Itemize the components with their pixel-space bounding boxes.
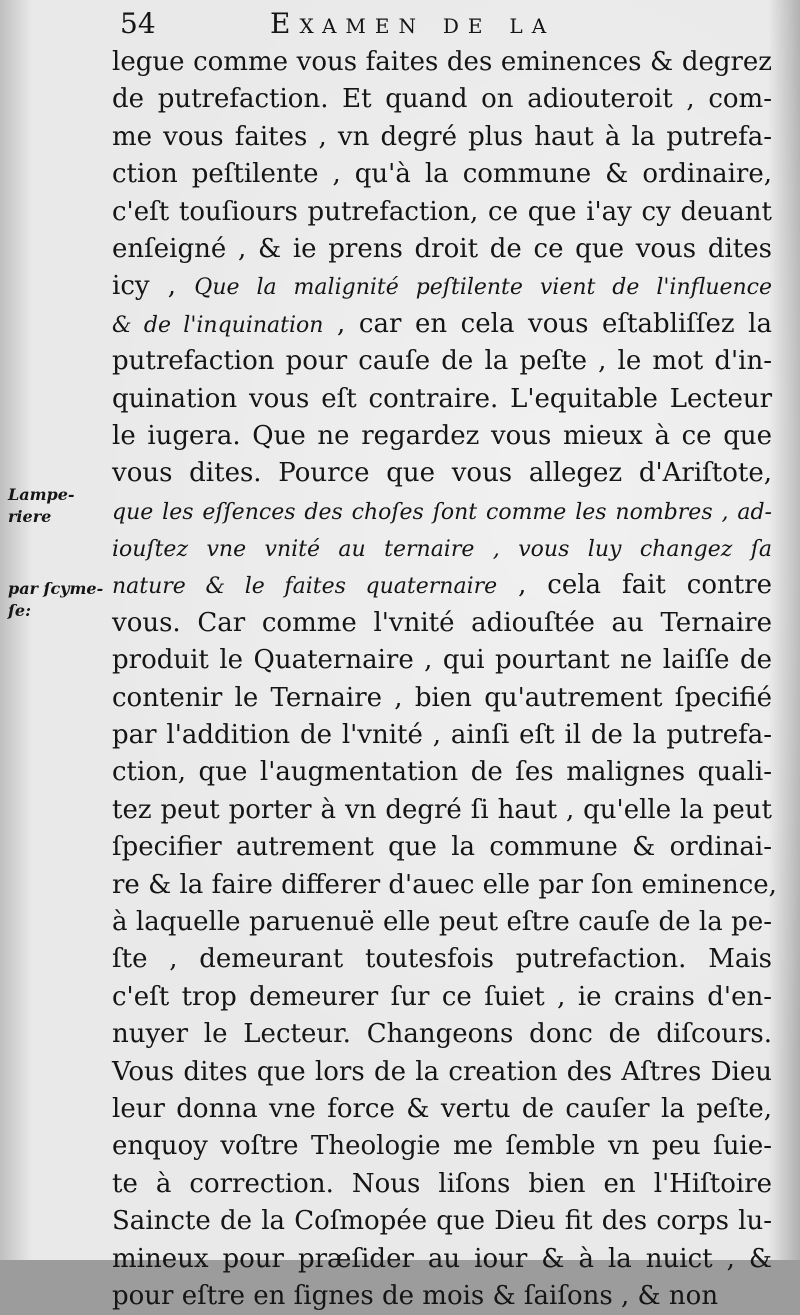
text-line bbox=[112, 194, 772, 231]
text-line bbox=[112, 904, 772, 941]
text-segment: à laquelle paruenuë elle peut eſtre cauſe de la pe- bbox=[112, 906, 772, 937]
text-line bbox=[112, 455, 772, 492]
text-segment: pour eſtre en ſignes de mois & ſaiſons , & non bbox=[112, 1280, 719, 1311]
text-segment: de putrefaction. Et quand on adiouteroit , com- bbox=[112, 84, 772, 115]
margin-note-line: riere bbox=[8, 507, 52, 526]
text-line bbox=[112, 418, 772, 455]
text-segment: , car en cela vous eſtabliſſez la bbox=[323, 308, 772, 339]
text-segment: re & la faire differer d'auec elle par ſon eminence, bbox=[112, 869, 777, 900]
text-line bbox=[112, 1128, 772, 1165]
text-segment: enſeigné , & ie prens droit de ce que vous dites bbox=[112, 233, 772, 264]
text-segment: enquoy voſtre Theologie me ſemble vn peu ſuie- bbox=[112, 1131, 772, 1162]
text-line bbox=[112, 829, 772, 866]
text-line bbox=[112, 642, 772, 679]
italic-text-segment: Que la malignité peſtilente vient de l'influence bbox=[194, 275, 773, 301]
italic-text-segment: que les eſſences des choſes ſont comme les nombres , ad- bbox=[112, 499, 772, 525]
text-line bbox=[112, 1054, 772, 1091]
text-segment: ction peſtilente , qu'à la commune & ordinaire, bbox=[112, 159, 772, 190]
text-line bbox=[112, 119, 772, 156]
text-line bbox=[112, 1091, 772, 1128]
text-line bbox=[112, 343, 772, 380]
page-header bbox=[120, 4, 780, 44]
text-line bbox=[112, 567, 772, 604]
margin-note bbox=[8, 578, 118, 622]
text-segment: mineux pour præſider au iour & à la nuict , & bbox=[112, 1243, 772, 1274]
text-line bbox=[112, 680, 772, 717]
text-line bbox=[112, 1241, 772, 1278]
text-segment: putrefaction pour cauſe de la peſte , le mot d'in- bbox=[112, 346, 772, 377]
italic-text-segment: nature & le faites quaternaire bbox=[112, 574, 498, 600]
margin-note-line: par ſcyme- bbox=[8, 579, 104, 598]
text-line bbox=[112, 979, 772, 1016]
text-segment: c'eſt touſiours putrefaction, ce que i'ay cy deuant bbox=[112, 196, 772, 227]
text-line bbox=[112, 717, 772, 754]
text-segment: ſpecifier autrement que la commune & ordinai- bbox=[112, 832, 772, 863]
text-line bbox=[112, 754, 772, 791]
text-line bbox=[112, 231, 772, 268]
running-head: Examen de la bbox=[270, 7, 556, 40]
text-segment: vous dites. Pource que vous allegez d'Ariſtote, bbox=[112, 458, 772, 489]
text-line bbox=[112, 81, 772, 118]
text-segment: Vous dites que lors de la creation des Aſtres Dieu bbox=[112, 1056, 772, 1087]
text-line bbox=[112, 381, 772, 418]
text-line bbox=[112, 867, 777, 904]
text-segment: tez peut porter à vn degré ſi haut , qu'elle la peut bbox=[112, 794, 772, 825]
text-segment: nuyer le Lecteur. Changeons donc de diſcours. bbox=[112, 1019, 772, 1050]
body-text bbox=[112, 44, 777, 1315]
text-line bbox=[112, 268, 772, 305]
text-line bbox=[112, 1166, 772, 1203]
text-line bbox=[112, 1278, 772, 1315]
text-segment: ſte , demeurant toutesfois putrefaction. Mais bbox=[112, 944, 772, 975]
text-segment: legue comme vous faites des eminences & degrez bbox=[112, 47, 772, 77]
text-segment: vous. Car comme l'vnité adiouſtée au Ternaire bbox=[112, 607, 772, 638]
text-line bbox=[112, 792, 772, 829]
italic-text-segment: & de l'inquination bbox=[112, 312, 324, 338]
text-segment: Saincte de la Coſmopée que Dieu fit des corps lu- bbox=[112, 1206, 772, 1237]
text-segment: me vous faites , vn degré plus haut à la putrefa- bbox=[112, 121, 772, 152]
text-line bbox=[112, 530, 772, 567]
text-line bbox=[112, 1203, 772, 1240]
text-segment: icy , bbox=[112, 271, 195, 302]
text-line bbox=[112, 941, 772, 978]
text-segment: le iugera. Que ne regardez vous mieux à ce que bbox=[112, 420, 772, 451]
text-segment: , cela fait contre bbox=[497, 570, 772, 601]
text-segment: contenir le Ternaire , bien qu'autrement ſpecifié bbox=[112, 682, 772, 713]
text-segment: produit le Quaternaire , qui pourtant ne laiſſe de bbox=[112, 645, 772, 676]
text-segment: quination vous eſt contraire. L'equitable Lecteur bbox=[112, 383, 772, 414]
margin-note-line: ſe: bbox=[8, 601, 31, 620]
text-line bbox=[112, 605, 772, 642]
text-line bbox=[112, 493, 772, 530]
margin-note bbox=[8, 484, 118, 528]
margin-note-line: Lampe- bbox=[8, 485, 75, 504]
text-line bbox=[112, 44, 772, 81]
text-segment: par l'addition de l'vnité , ainſi eſt il de la putrefa- bbox=[112, 720, 772, 751]
text-line bbox=[112, 156, 772, 193]
text-segment: te à correction. Nous liſons bien en l'Hiſtoire bbox=[112, 1168, 772, 1199]
page-number: 54 bbox=[120, 7, 156, 40]
text-line bbox=[112, 306, 772, 343]
text-segment: c'eſt trop demeurer ſur ce ſuiet , ie crains d'en- bbox=[112, 981, 772, 1012]
text-segment: leur donna vne force & vertu de cauſer la peſte, bbox=[112, 1093, 772, 1124]
text-segment: ction, que l'augmentation de ſes malignes quali- bbox=[112, 757, 772, 788]
text-line bbox=[112, 1016, 772, 1053]
italic-text-segment: iouſtez vne vnité au ternaire , vous luy changez ſa bbox=[112, 537, 772, 563]
